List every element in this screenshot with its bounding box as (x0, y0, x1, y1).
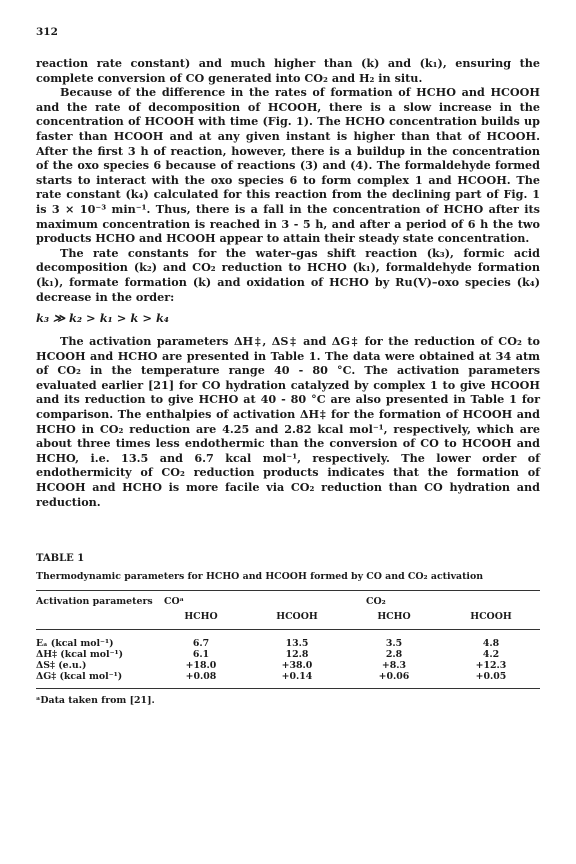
table-footnote: ᵃData taken from [21]. (36, 695, 155, 707)
col-header-co-hcooh: HCOOH (248, 607, 346, 629)
rate-order-equation: k₃ ≫ k₂ > k₁ > k > k₄ (36, 311, 169, 326)
col-header-co2-hcho: HCHO (346, 607, 442, 629)
page-number: 312 (36, 26, 58, 38)
thermodynamic-table (36, 590, 540, 689)
table-title: TABLE 1 (36, 553, 85, 565)
group-header-co: COᵃ (154, 591, 346, 608)
table-caption: Thermodynamic parameters for HCHO and HCOOH formed by CO and CO₂ activation (36, 571, 484, 583)
col-header-co-hcho: HCHO (154, 607, 248, 629)
body-text (36, 56, 540, 509)
page (36, 26, 540, 706)
paragraph-2: Because of the difference in the rates of formation of HCHO and HCOOH and the rate of decomposition of HCOOH, there is a slow increase in the concentration of HCOOH with time (Fig. 1). The HCHO concentration builds up faster than HCOOH and at any given instant is higher than that of HCOOH. After the first 3 h of reaction, however, there is a buildup in the concentration of the oxo species 6 because of reactions (3) and (4). The formaldehyde formed starts to interact with the oxo species 6 to form complex 1 and HCOOH. The rate constant (k₄) calculated for this reaction from the declining part of Fig. 1 is 3 × 10⁻³ min⁻¹. Thus, there is a fall in the concentration of HCHO after its maximum concentration is reached in 3 - 5 h, and after a period of 6 h the two products HCHO and HCOOH appear to attain their steady state concentration. (36, 85, 540, 246)
stub-header: Activation parameters (36, 591, 154, 629)
group-header-co2: CO₂ (346, 591, 540, 608)
table-1 (36, 553, 540, 706)
table-row: Eₐ (kcal mol⁻¹) 6.7 13.5 3.5 4.8 (36, 637, 500, 649)
table-row: ΔS‡ (e.u.) +18.0 +38.0 +8.3 +12.3 (36, 660, 507, 672)
table-row: ΔG‡ (kcal mol⁻¹) +0.08 +0.14 +0.06 +0.05 (36, 671, 507, 683)
paragraph-4: The activation parameters ΔH‡, ΔS‡ and ΔG‡ for the reduction of CO₂ to HCOOH and HCHO are presented in Table 1. The data were obtained at 34 atm of CO₂ in the temperature range 40 - 80 °C. The activation parameters evaluated earlier [21] for CO hydration catalyzed by complex 1 to give HCOOH and its reduction to give HCHO at 40 - 80 °C are also presented in Table 1 for comparison. The enthalpies of activation ΔH‡ for the formation of HCOOH and HCHO in CO₂ reduction are 4.25 and 2.82 kcal mol⁻¹, respectively, which are about three times less endothermic than the conversion of CO to HCOOH and HCHO, i.e. 13.5 and 6.7 kcal mol⁻¹, respectively. The lower order of endothermicity of CO₂ reduction products indicates that the formation of HCOOH and HCHO is more facile via CO₂ reduction than CO hydration and reduction. (36, 334, 540, 509)
table-row: ΔH‡ (kcal mol⁻¹) 6.1 12.8 2.8 4.2 (36, 648, 500, 660)
col-header-co2-hcooh: HCOOH (442, 607, 540, 629)
paragraph-3: The rate constants for the water–gas shift reaction (k₃), formic acid decomposition (k₂) and CO₂ reduction to HCHO (k₁), formaldehyde formation (k₁), formate formation (k) and oxidation of HCHO by Ru(V)–oxo species (k₄) decrease in the order: (36, 245, 540, 304)
paragraph-1: reaction rate constant) and much higher than (k) and (k₁), ensuring the complete conversion of CO generated into CO₂ and H₂ in situ. (36, 56, 540, 85)
